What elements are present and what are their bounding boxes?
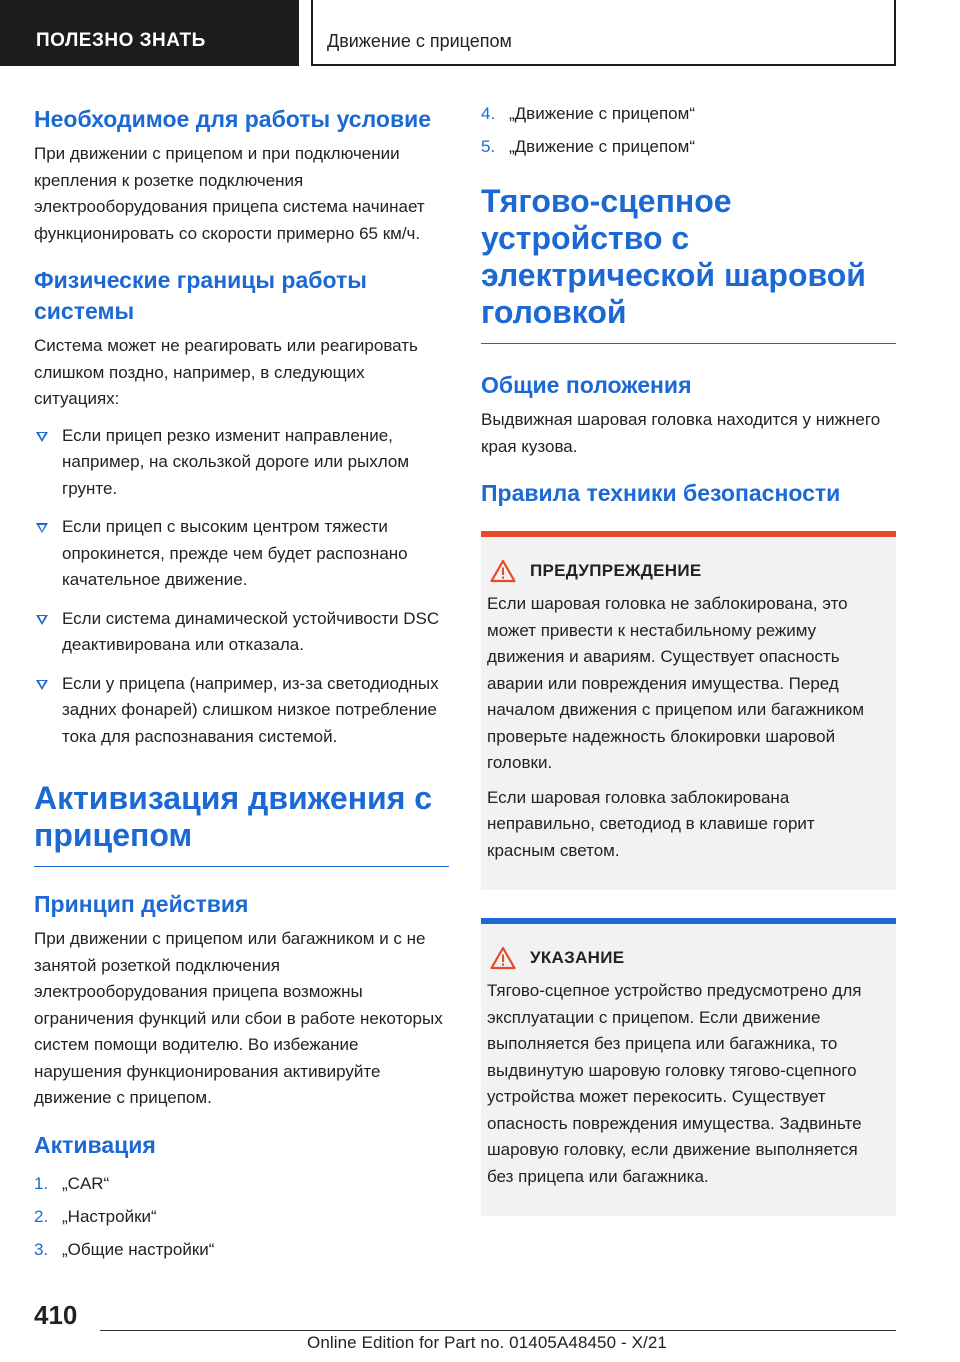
triangle-bullet-icon [36, 432, 48, 442]
heading-general: Общие положения [481, 372, 692, 398]
note-title: УКАЗАНИЕ [530, 948, 625, 967]
step-item: 3. „Общие настройки“ [34, 1239, 215, 1259]
activation-steps [34, 1167, 449, 1266]
triangle-bullet-icon [36, 523, 48, 533]
heading-safety: Правила техники безопасности [481, 480, 841, 506]
list-item: Если у прицепа (например, из-за светодиодных задних фонарей) слишком низкое потребление тока для распознавания системой. [34, 671, 449, 751]
warning-box [481, 531, 896, 890]
triangle-bullet-icon [36, 615, 48, 625]
main-heading-block [481, 183, 896, 344]
section-label: ПОЛЕЗНО ЗНАТЬ [0, 0, 299, 66]
warning-title: ПРЕДУПРЕЖДЕНИЕ [530, 561, 702, 580]
heading-principle: Принцип действия [34, 891, 249, 917]
page-header [0, 0, 960, 66]
heading-limits: Физические границы работы системы [34, 267, 367, 324]
note-text: Тягово-сцепное устройство предусмотрено для эксплуатации с прицепом. Если движение выполняется без прицепа или багажника, то выдвинутую шаровую головку тягово-сцепного устройства может перекосить. Существует опасность повреждения имущества. Задвиньте шаровую головку, если движение выполняется без прицепа или багажника. [487, 981, 862, 1186]
step-item: 5. „Движение с прицепом“ [481, 137, 695, 156]
warning-triangle-icon [490, 946, 516, 970]
activation-steps-cont [481, 97, 896, 163]
list-item: Если прицеп с высоким центром тяжести опрокинется, прежде чем будет распознано качательное движение. [34, 514, 449, 594]
list-item: Если система динамической устойчивости DSC деактивирована или отказала. [34, 606, 449, 659]
warning-text: Если шаровая головка не заблокирована, это может привести к нестабильному режиму движения и авариям. Существует опасность аварии или повреждения имущества. Перед началом движения с прицепом или багажником проверьте надежность блокировки шаровой головки. [487, 594, 865, 772]
triangle-bullet-icon [36, 680, 48, 690]
heading-activation: Активация [34, 1131, 156, 1158]
general-text: Выдвижная шаровая головка находится у нижнего края кузова. [481, 410, 881, 456]
left-column [34, 104, 449, 1266]
main-heading-block [34, 780, 449, 867]
page-number: 410 [34, 1300, 78, 1330]
step-item: 4. „Движение с прицепом“ [481, 104, 695, 123]
heading-requirement: Необходимое для работы условие [34, 106, 432, 132]
step-item: 2. „Настройки“ [34, 1206, 157, 1226]
main-heading-activation: Активизация движения с прицепом [34, 780, 433, 853]
note-box [481, 918, 896, 1216]
requirement-text: При движении с прицепом и при подключении крепления к розетке подключения электрооборудования прицепа система начинает функционировать со скорости примерно 65 км/ч. [34, 144, 425, 243]
warning-text: Если шаровая головка заблокирована неправильно, светодиод в клавише горит красным светом. [487, 787, 815, 860]
edition-text: Online Edition for Part no. 01405A48450 - X/21 [307, 1333, 667, 1352]
limits-list [34, 423, 449, 751]
chapter-title: Движение с прицепом [311, 0, 896, 66]
warning-triangle-icon [490, 559, 516, 583]
principle-text: При движении с прицепом или багажником и с не занятой розеткой подключения электрооборудования прицепа возможны ограничения функций или сбои в работе некоторых систем помощи водителю. Во избежание нарушения функционирования активируйте движение с прицепом. [34, 929, 443, 1107]
step-item: 1. „CAR“ [34, 1173, 110, 1193]
footer-divider [100, 1330, 896, 1331]
main-heading-hitch: Тягово-сцепное устройство с электрической шаровой головкой [481, 183, 866, 330]
limits-text: Система может не реагировать или реагировать слишком поздно, например, в следующих ситуациях: [34, 336, 418, 408]
page-footer [0, 1290, 960, 1362]
list-item: Если прицеп резко изменит направление, например, на скользкой дороге или рыхлом грунте. [34, 423, 449, 503]
right-column [481, 104, 896, 1216]
